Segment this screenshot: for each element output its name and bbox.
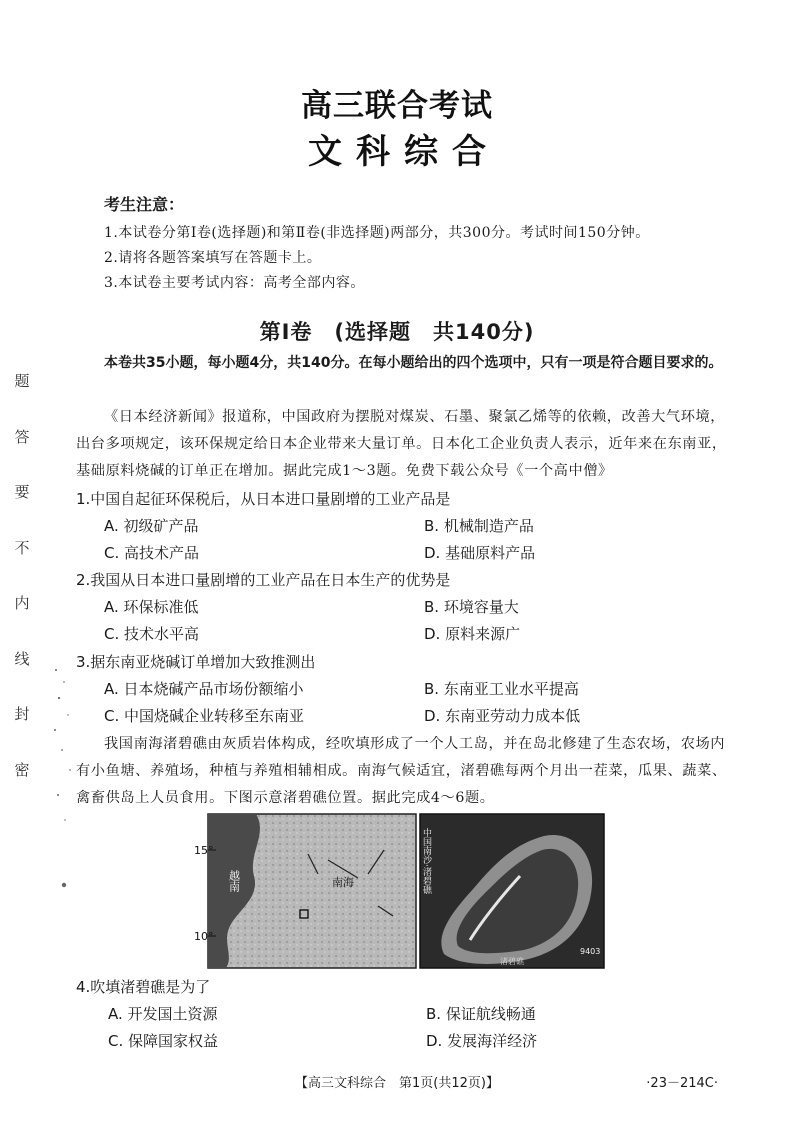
margin-char: 线 bbox=[14, 649, 30, 668]
exam-subtitle: 文科综合 bbox=[308, 132, 500, 172]
question-4-option-b[interactable]: B. 保证航线畅通 bbox=[426, 1005, 536, 1023]
notice-item: 3.本试卷主要考试内容：高考全部内容。 bbox=[104, 275, 365, 291]
exam-title: 高三联合考试 bbox=[301, 88, 493, 124]
south-china-sea-label: 南海 bbox=[332, 876, 354, 889]
margin-char: 内 bbox=[14, 594, 30, 613]
question-1-option-d[interactable]: D. 基础原料产品 bbox=[424, 544, 536, 562]
question-1-option-a[interactable]: A. 初级矿产品 bbox=[104, 517, 199, 535]
question-3-option-a[interactable]: A. 日本烧碱产品市场份额缩小 bbox=[104, 680, 304, 698]
margin-char: 答 bbox=[14, 427, 30, 446]
question-1-stem: 1.中国自起征环保税后，从日本进口量剧增的工业产品是 bbox=[76, 490, 451, 508]
question-4-option-a[interactable]: A. 开发国土资源 bbox=[108, 1005, 218, 1023]
question-2-stem: 2.我国从日本进口量剧增的工业产品在日本生产的优势是 bbox=[76, 571, 451, 589]
question-1-option-b[interactable]: B. 机械制造产品 bbox=[424, 517, 534, 535]
inset-bottom-label: 渚碧礁 bbox=[500, 957, 524, 966]
question-1-option-c[interactable]: C. 高技术产品 bbox=[104, 544, 200, 562]
inset-caption: 中国南沙·渚碧礁 bbox=[421, 828, 431, 894]
question-2-option-a[interactable]: A. 环保标准低 bbox=[104, 598, 199, 616]
question-4-option-d[interactable]: D. 发展海洋经济 bbox=[426, 1032, 538, 1050]
question-3-option-d[interactable]: D. 东南亚劳动力成本低 bbox=[424, 707, 581, 725]
paper-code: ·23－214C· bbox=[646, 1076, 718, 1091]
question-4-option-c[interactable]: C. 保障国家权益 bbox=[108, 1032, 219, 1050]
inset-code: 9403 bbox=[580, 947, 601, 956]
page-footer: 【高三文科综合 第1页(共12页)】 bbox=[295, 1076, 499, 1091]
section-intro: 本卷共35小题，每小题4分，共140分。在每小题给出的四个选项中，只有一项是符合题目要求的。 bbox=[104, 355, 723, 371]
question-3-option-b[interactable]: B. 东南亚工业水平提高 bbox=[424, 680, 579, 698]
question-2-option-c[interactable]: C. 技术水平高 bbox=[104, 625, 200, 643]
latitude-15-label: 15° bbox=[194, 844, 214, 857]
notice-heading: 考生注意： bbox=[104, 195, 185, 214]
reading-passage-2: 我国南海渚碧礁由灰质岩体构成，经吹填形成了一个人工岛，并在岛北修建了生态农场，农场内有小鱼塘、养殖场，种植与养殖相辅相成。南海气候适宜，渚碧礁每两个月出一茬菜，瓜果、蔬菜、禽畜供岛上人员食用。下图示意渚碧礁位置。据此完成4～6题。 bbox=[76, 736, 727, 806]
margin-char: 密 bbox=[14, 760, 30, 779]
question-2-option-d[interactable]: D. 原料来源广 bbox=[424, 625, 521, 643]
scan-noise-decoration bbox=[50, 660, 76, 900]
question-2-option-b[interactable]: B. 环境容量大 bbox=[424, 598, 519, 616]
notice-item: 1.本试卷分第Ⅰ卷(选择题)和第Ⅱ卷(非选择题)两部分，共300分。考试时间150分钟。 bbox=[104, 225, 650, 241]
latitude-10-label: 10° bbox=[194, 930, 214, 943]
question-4-stem: 4.吹填渚碧礁是为了 bbox=[76, 978, 211, 996]
zhubi-reef-location-figure bbox=[194, 814, 604, 968]
margin-char: 题 bbox=[14, 372, 30, 390]
reading-passage-1: 《日本经济新闻》报道称，中国政府为摆脱对煤炭、石墨、聚氯乙烯等的依赖，改善大气环境，出台多项规定，该环保规定给日本企业带来大量订单。日本化工企业负责人表示，近年来在东南亚，基础原料烧碱的订单正在增加。据此完成1～3题。免费下载公众号《一个高中僧》 bbox=[76, 409, 727, 479]
margin-char: 要 bbox=[14, 483, 30, 502]
vietnam-label: 越南 bbox=[227, 870, 241, 892]
margin-char: 不 bbox=[14, 538, 30, 557]
notice-item: 2.请将各题答案填写在答题卡上。 bbox=[104, 250, 322, 266]
section-title: 第Ⅰ卷 (选择题 共140分) bbox=[259, 320, 535, 344]
binding-margin-strip bbox=[8, 370, 36, 780]
question-3-stem: 3.据东南亚烧碱订单增加大致推测出 bbox=[76, 653, 316, 671]
question-3-option-c[interactable]: C. 中国烧碱企业转移至东南亚 bbox=[104, 707, 305, 725]
margin-char: 封 bbox=[14, 705, 30, 724]
